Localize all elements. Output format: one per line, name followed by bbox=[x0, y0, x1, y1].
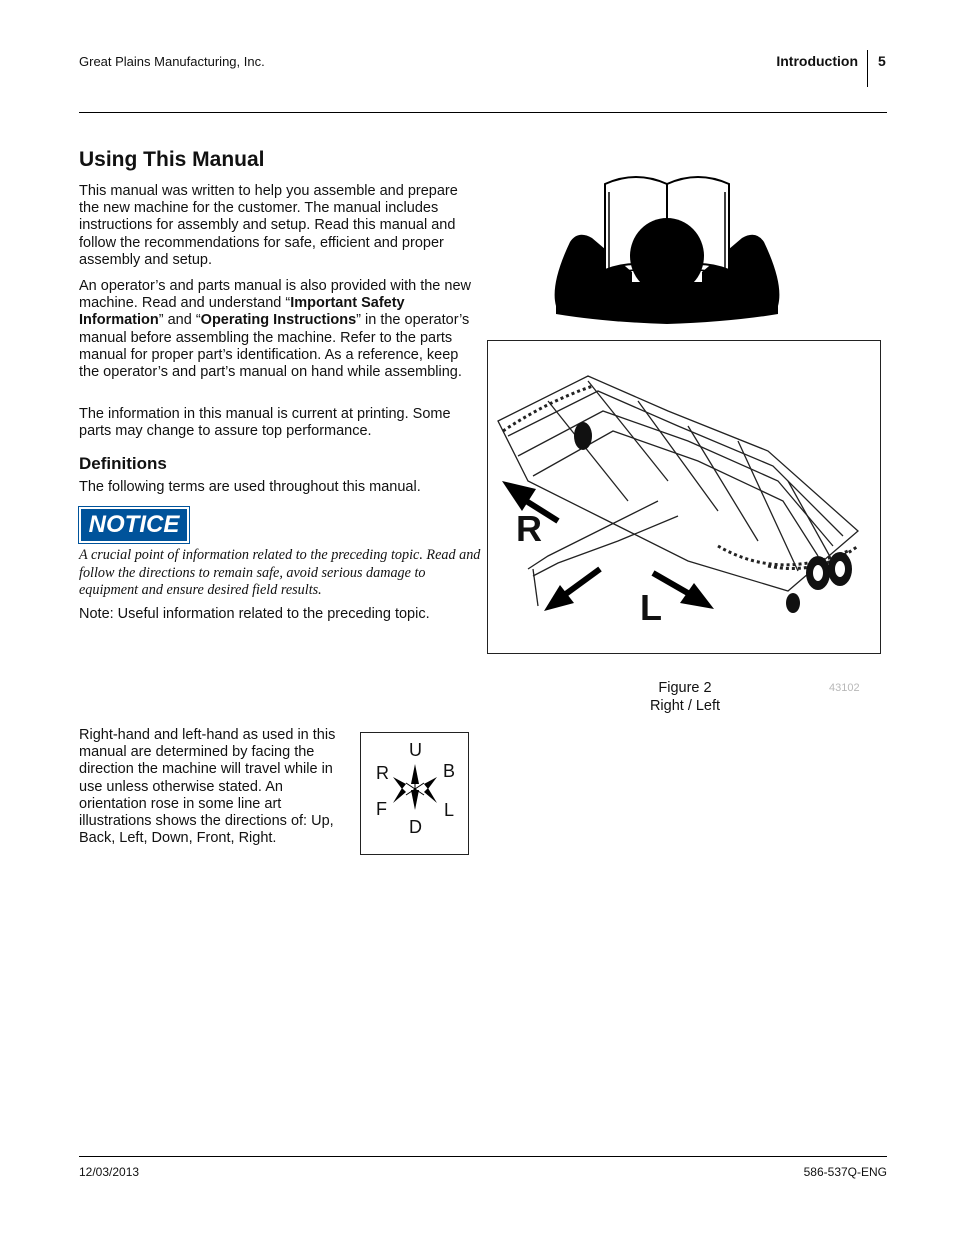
intro-paragraph: This manual was written to help you assemble and prepare the new machine for the customer. The manual includes instructions for assembly and setup. Read this manual and follow the recommendations for safe, efficient and proper assembly and setup. bbox=[79, 183, 458, 268]
page-title: Using This Manual bbox=[79, 148, 265, 171]
rose-up-label: U bbox=[409, 740, 422, 760]
orientation-rose bbox=[360, 732, 469, 855]
right-left-paragraph: Right-hand and left-hand as used in this manual are determined by facing the direction the machine will travel while in use unless otherwise stated. An orientation rose in some line art illustrations shows the directions of: Up, Back, Left, Down, Front, Right. bbox=[79, 727, 336, 847]
page-number: 5 bbox=[878, 53, 886, 69]
header-rule bbox=[79, 112, 887, 113]
right-left-figure bbox=[487, 340, 881, 654]
rose-back-label: B bbox=[443, 761, 456, 781]
field-cultivator-illustration bbox=[488, 341, 880, 653]
footer-rule bbox=[79, 1156, 887, 1157]
manual-paragraph-part3: ” in the operator’s manual before assembling the machine. Refer to the parts manual for proper part’s identification. As a reference, keep the operator’s and part’s manual on hand while assembling. bbox=[79, 312, 470, 381]
rose-down-label: D bbox=[409, 817, 422, 837]
right-side-label: R bbox=[516, 508, 542, 549]
currency-paragraph: The information in this manual is current at printing. Some parts may change to assure top performance. bbox=[79, 406, 451, 440]
rose-right-label: R bbox=[376, 763, 389, 783]
manual-paragraph bbox=[79, 278, 479, 381]
important-safety-info-ref: Important Safety Information bbox=[79, 295, 405, 329]
notice-badge: NOTICE bbox=[79, 507, 189, 543]
manual-paragraph-part2: ” and “ bbox=[158, 312, 201, 329]
read-manual-icon bbox=[550, 172, 784, 328]
definitions-intro: The following terms are used throughout this manual. bbox=[79, 479, 421, 495]
header-section: Introduction bbox=[776, 53, 858, 69]
footer-doc-number: 586-537Q-ENG bbox=[803, 1165, 887, 1179]
figure-caption-number: Figure 2 bbox=[658, 680, 712, 696]
notice-description: A crucial point of information related to the preceding topic. Read and follow the directions to remain safe, avoid serious damage to equipment and ensure desired field results. bbox=[79, 547, 481, 598]
footer-date: 12/03/2013 bbox=[79, 1165, 140, 1179]
header-company: Great Plains Manufacturing, Inc. bbox=[79, 54, 265, 69]
left-side-label: L bbox=[640, 587, 662, 628]
art-number: 43102 bbox=[829, 682, 860, 694]
figure-caption bbox=[600, 680, 770, 715]
rose-left-label: L bbox=[444, 800, 455, 820]
operating-instructions-ref: Operating Instructions bbox=[200, 312, 357, 329]
definitions-heading: Definitions bbox=[79, 454, 167, 473]
rose-front-label: F bbox=[376, 799, 387, 819]
figure-caption-title: Right / Left bbox=[649, 697, 721, 714]
note-description: Note: Useful information related to the preceding topic. bbox=[79, 606, 430, 622]
manual-paragraph-part1: An operator’s and parts manual is also provided with the new machine. Read and understand “ bbox=[79, 278, 471, 312]
header-divider bbox=[867, 50, 868, 87]
